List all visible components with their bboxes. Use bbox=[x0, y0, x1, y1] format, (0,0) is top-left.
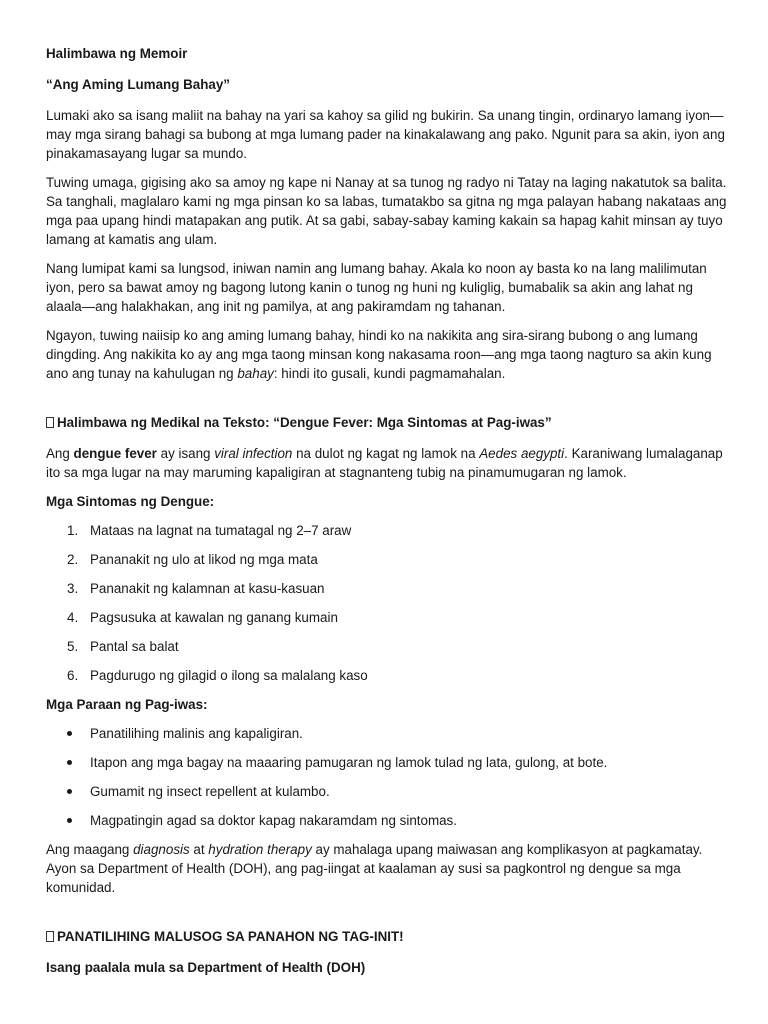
list-item-text: Pananakit ng kalamnan at kasu-kasuan bbox=[90, 581, 325, 596]
bullet-icon bbox=[67, 760, 72, 765]
list-item bbox=[46, 782, 728, 801]
medical-intro-text-3: na dulot ng kagat ng lamok na bbox=[292, 446, 480, 461]
health-subheading: Isang paalala mula sa Department of Health (DOH) bbox=[46, 960, 366, 975]
medical-intro-emphasis-1: viral infection bbox=[214, 446, 293, 461]
medical-closing bbox=[46, 840, 728, 897]
section-spacer bbox=[46, 907, 728, 927]
list-item bbox=[46, 550, 728, 569]
list-item-text: Pantal sa balat bbox=[90, 639, 179, 654]
medical-closing-emphasis-2: hydration therapy bbox=[208, 842, 312, 857]
prevention-heading: Mga Paraan ng Pag-iwas: bbox=[46, 697, 208, 712]
list-item bbox=[46, 521, 728, 540]
health-heading bbox=[46, 927, 728, 946]
bullet-icon bbox=[67, 818, 72, 823]
missing-glyph-icon bbox=[46, 417, 54, 428]
medical-intro-text-1: Ang bbox=[46, 446, 74, 461]
list-item-text: Itapon ang mga bagay na maaaring pamugaran ng lamok tulad ng lata, gulong, at bote. bbox=[90, 755, 608, 770]
medical-closing-emphasis-1: diagnosis bbox=[133, 842, 190, 857]
memoir-p4-text-a: Ngayon, tuwing naiisip ko ang aming lumang bahay, hindi ko na nakikita ang sira-sirang bubong o ang lumang dingding. Ang nakikita ko ay ang mga taong minsan kong nakasama roon—ang mga taong nagturo sa akin kung ano ang tunay na kahulugan ng bbox=[46, 328, 712, 381]
symptoms-list bbox=[46, 521, 728, 685]
medical-intro-emphasis-2: Aedes aegypti bbox=[479, 446, 565, 461]
medical-intro-text-4: . Karaniwang lumalaganap ito sa mga lugar na may maruming kapaligiran at stagnanteng tubig na pinamumugaran ng lamok. bbox=[46, 446, 723, 480]
list-number: 5. bbox=[67, 639, 79, 654]
list-item-text: Magpatingin agad sa doktor kapag nakaramdam ng sintomas. bbox=[90, 813, 457, 828]
list-item bbox=[46, 666, 728, 685]
list-item bbox=[46, 608, 728, 627]
prevention-list bbox=[46, 724, 728, 830]
list-item-text: Panatilihing malinis ang kapaligiran. bbox=[90, 726, 303, 741]
memoir-paragraph-3: Nang lumipat kami sa lungsod, iniwan namin ang lumang bahay. Akala ko noon ay basta ko na lang malilimutan iyon, pero sa bawat amoy ng bagong lutong kanin o tunog ng huni ng kuliglig, bumabalik sa akin ang lahat ng alaala—ang halakhakan, ang init ng pamilya, at ang pakiramdam ng tahanan. bbox=[46, 261, 707, 314]
list-item bbox=[46, 753, 728, 772]
list-item-text: Pananakit ng ulo at likod ng mga mata bbox=[90, 552, 318, 567]
memoir-label: Halimbawa ng Memoir bbox=[46, 46, 188, 61]
memoir-p4-emphasis: bahay bbox=[237, 366, 274, 381]
medical-closing-text-1: Ang maagang bbox=[46, 842, 134, 857]
section-spacer bbox=[46, 393, 728, 413]
symptoms-heading: Mga Sintomas ng Dengue: bbox=[46, 494, 215, 509]
memoir-paragraph-2: Tuwing umaga, gigising ako sa amoy ng kape ni Nanay at sa tunog ng radyo ni Tatay na laging nakatutok sa balita. Sa tanghali, maglalaro kami ng mga pinsan ko sa labas, tumatakbo sa gitna ng mga palayan habang nakataas ang mga paa upang hindi matapakan ang putik. At sa gabi, sabay-sabay kaming kakain sa hapag kahit minsan ay tuyo lamang at kamatis ang ulam. bbox=[46, 175, 727, 247]
list-item bbox=[46, 724, 728, 743]
memoir-p4-text-b: : hindi ito gusali, kundi pagmamahalan. bbox=[273, 366, 506, 381]
list-item-text: Mataas na lagnat na tumatagal ng 2–7 araw bbox=[90, 523, 352, 538]
memoir-paragraph-4 bbox=[46, 326, 728, 383]
list-item-text: Gumamit ng insect repellent at kulambo. bbox=[90, 784, 330, 799]
list-number: 6. bbox=[67, 668, 79, 683]
medical-intro-text-2: ay isang bbox=[156, 446, 215, 461]
medical-heading bbox=[46, 413, 728, 432]
memoir-title: “Ang Aming Lumang Bahay” bbox=[46, 77, 231, 92]
list-item-text: Pagsusuka at kawalan ng ganang kumain bbox=[90, 610, 338, 625]
medical-intro-bold: dengue fever bbox=[73, 446, 157, 461]
list-item bbox=[46, 579, 728, 598]
health-heading-text: PANATILIHING MALUSOG SA PANAHON NG TAG-INIT! bbox=[57, 929, 404, 944]
medical-closing-text-3: ay mahalaga upang maiwasan ang komplikasyon at pagkamatay. Ayon sa Department of Health (DOH), ang pag-iingat at kaalaman ay susi sa pagkontrol ng dengue sa mga komunidad. bbox=[46, 842, 703, 895]
medical-heading-text: Halimbawa ng Medikal na Teksto: “Dengue Fever: Mga Sintomas at Pag-iwas” bbox=[57, 415, 552, 430]
missing-glyph-icon bbox=[46, 931, 54, 942]
bullet-icon bbox=[67, 731, 72, 736]
list-item bbox=[46, 811, 728, 830]
list-number: 4. bbox=[67, 610, 79, 625]
list-number: 3. bbox=[67, 581, 79, 596]
memoir-paragraph-1: Lumaki ako sa isang maliit na bahay na yari sa kahoy sa gilid ng bukirin. Sa unang tingin, ordinaryo lamang iyon—may mga sirang bahagi sa bubong at mga lumang pader na kinakalawang ang pako. Ngunit para sa akin, iyon ang pinakamasayang lugar sa mundo. bbox=[46, 108, 725, 161]
list-item bbox=[46, 637, 728, 656]
list-number: 2. bbox=[67, 552, 79, 567]
list-number: 1. bbox=[67, 523, 79, 538]
bullet-icon bbox=[67, 789, 72, 794]
medical-closing-text-2: at bbox=[189, 842, 209, 857]
list-item-text: Pagdurugo ng gilagid o ilong sa malalang kaso bbox=[90, 668, 368, 683]
medical-intro bbox=[46, 444, 728, 482]
